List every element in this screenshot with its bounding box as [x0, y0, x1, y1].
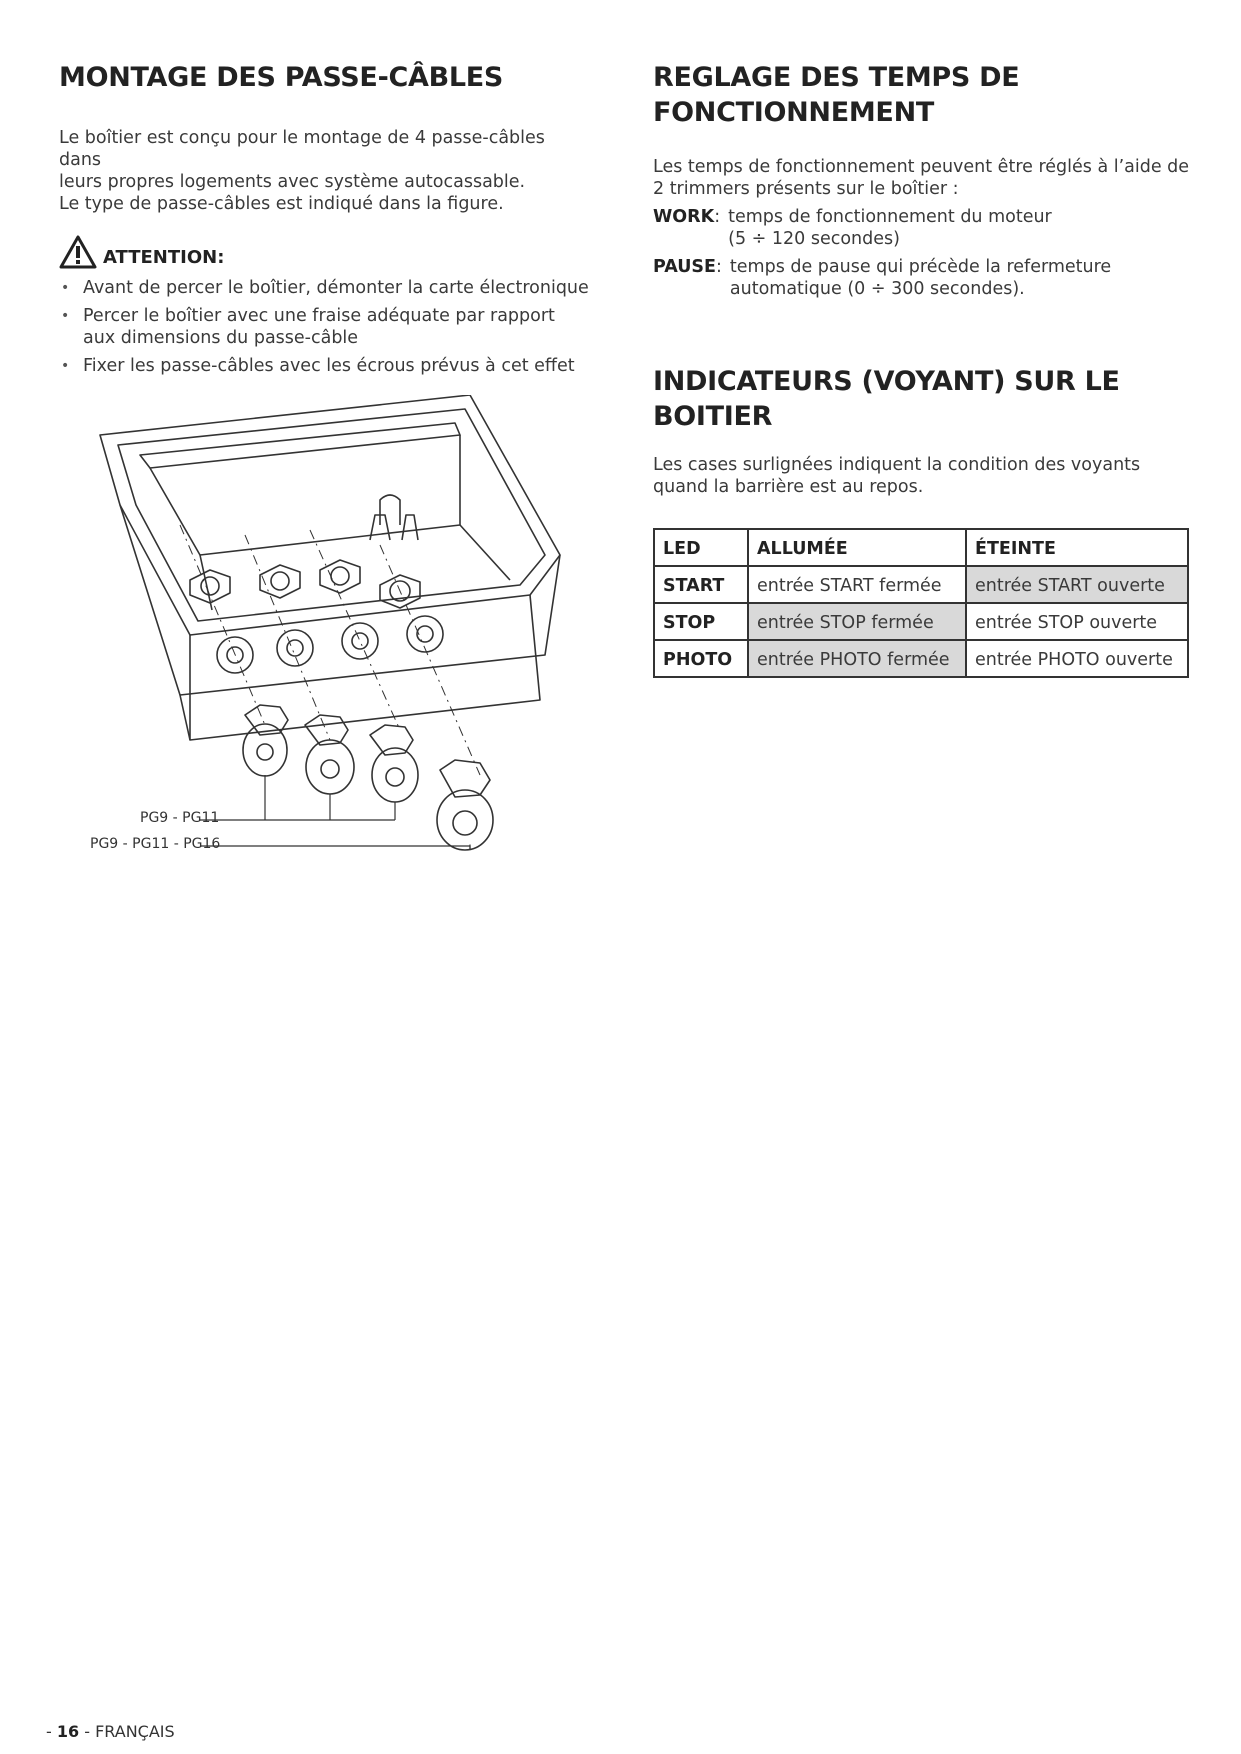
control-box-drawing — [80, 395, 600, 975]
list-item — [59, 277, 589, 299]
page-number: 16 — [56, 1722, 80, 1741]
led-name: START — [654, 566, 748, 603]
section-title-led-indicators — [653, 364, 1193, 434]
led-on-cell: entrée STOP fermée — [748, 603, 966, 640]
definition-term: PAUSE — [653, 257, 716, 277]
cable-gland-figure — [80, 395, 600, 975]
list-item-text: Percer le boîtier avec une fraise adéquate par rapport aux dimensions du passe-câble — [83, 306, 555, 348]
list-item-text: Fixer les passe-câbles avec les écrous prévus à cet effet — [83, 356, 575, 376]
led-off-cell: entrée STOP ouverte — [966, 603, 1188, 640]
gland-size-label: PG9 - PG11 - PG16 — [90, 836, 221, 852]
led-table — [653, 528, 1189, 678]
definition-colon: : — [714, 207, 721, 227]
title-line: BOITIER — [653, 401, 773, 432]
intro-line: Le boîtier est conçu pour le montage de 4 passe-câbles dans — [59, 128, 545, 170]
warning-triangle-icon — [59, 235, 97, 269]
led-off-cell: entrée PHOTO ouverte — [966, 640, 1188, 677]
cable-glands — [243, 705, 493, 850]
section-title-operating-times — [653, 60, 1193, 130]
list-item — [59, 355, 589, 377]
table-row — [654, 640, 1188, 677]
alignment-lines — [180, 525, 480, 775]
led-intro: Les cases surlignées indiquent la condition des voyants quand la barrière est au repos. — [653, 455, 1141, 497]
intro-line: Le type de passe-câbles est indiqué dans la figure. — [59, 194, 504, 214]
table-row — [654, 603, 1188, 640]
attention-list — [59, 277, 589, 377]
led-name: STOP — [654, 603, 748, 640]
definition-text: temps de fonctionnement du moteur — [728, 207, 1052, 227]
definition-text: temps de pause qui précède la refermeture — [729, 257, 1112, 277]
footer-language: - FRANÇAIS — [79, 1722, 175, 1741]
title-line: REGLAGE DES TEMPS DE — [653, 62, 1020, 93]
led-on-cell: entrée START fermée — [748, 566, 966, 603]
leader-lines — [200, 775, 470, 850]
column-header: LED — [654, 529, 748, 566]
knockout-holes — [217, 616, 443, 673]
list-item-text: Avant de percer le boîtier, démonter la carte électronique — [83, 278, 589, 298]
column-header: ÉTEINTE — [966, 529, 1188, 566]
led-on-cell: entrée PHOTO fermée — [748, 640, 966, 677]
bullet-icon: • — [61, 280, 70, 296]
gland-size-label: PG9 - PG11 — [140, 810, 220, 826]
column-header: ALLUMÉE — [748, 529, 966, 566]
bullet-icon: • — [61, 358, 70, 374]
definition-work — [653, 206, 1193, 250]
attention-label: ATTENTION: — [103, 247, 225, 268]
footer-prefix: - — [46, 1722, 57, 1741]
attention-block — [59, 235, 589, 269]
page-footer — [46, 1722, 175, 1741]
intro-paragraph — [59, 127, 589, 215]
definition-colon: : — [716, 257, 722, 277]
definition-term: WORK — [653, 207, 715, 227]
led-name: PHOTO — [654, 640, 748, 677]
bullet-icon: • — [61, 308, 70, 324]
operating-times-intro: Les temps de fonctionnement peuvent être réglés à l’aide de 2 trimmers présents sur le boîtier : — [653, 157, 1190, 199]
table-header-row — [654, 529, 1188, 566]
led-off-cell: entrée START ouverte — [966, 566, 1188, 603]
table-row — [654, 566, 1188, 603]
definition-pause — [653, 256, 1193, 300]
definition-text: (5 ÷ 120 secondes) — [728, 229, 900, 249]
left-column — [59, 60, 589, 383]
title-line: FONCTIONNEMENT — [653, 97, 934, 128]
list-item — [59, 305, 589, 349]
title-line: INDICATEURS (VOYANT) SUR LE — [653, 366, 1120, 397]
right-column — [653, 60, 1193, 678]
intro-line: leurs propres logements avec système autocassable. — [59, 172, 526, 192]
definition-text: automatique (0 ÷ 300 secondes). — [729, 279, 1025, 299]
section-title-cable-glands: MONTAGE DES PASSE-CÂBLES — [59, 62, 504, 93]
